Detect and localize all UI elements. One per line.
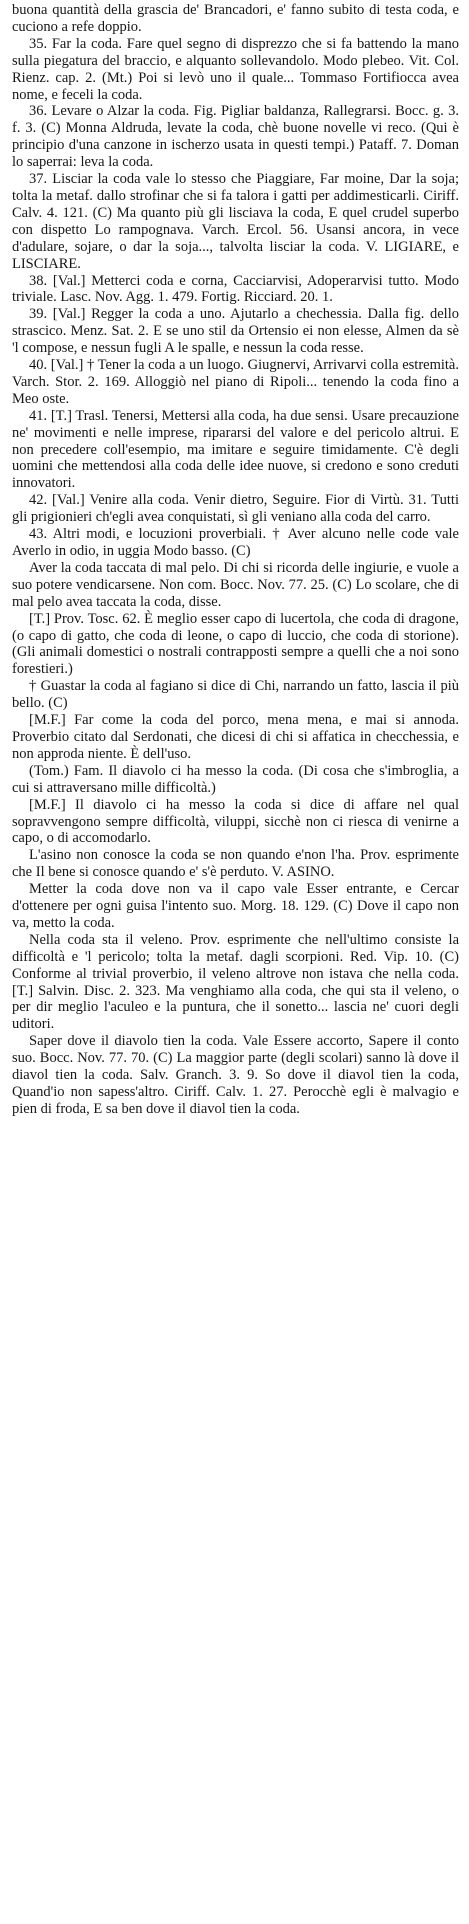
subentry-diavolo-fam (12, 763, 459, 797)
text-segment: 42. [Val.] Venire alla coda. Venir dietro, Seguire. Fior di Virtù. 31. Tutti gli prigionieri ch'egli avea conquistati, sì gli veniano alla coda del carro. (12, 492, 459, 526)
entry-40-tener-la-coda (12, 357, 459, 408)
entry-37-lisciar-la-coda (12, 171, 459, 272)
subentry-coda-taccata (12, 560, 459, 611)
text-segment: Saper dove il diavolo tien la coda. Vale Essere accorto, Sapere il conto suo. Bocc. Nov. 77. 70. (C) La maggior parte (degli scolari) sanno là dove il diavol tien la coda. Salv. Granch. 3. 9. So dove il diavol tien la coda, Quand'io non sapess'altro. Ciriff. Calv. 1. 27. Perocchè egli è malvagio e pien di froda, E sa ben dove il diavol tien la coda. (12, 1033, 459, 1117)
text-segment: [T.] Prov. Tosc. 62. È meglio esser capo di lucertola, che coda di dragone, (o capo di gatto, che coda di leone, o capo di luccio, che coda di storione). (Gli animali domestici o nostrali contrapposti sempre a quelli che a noi sono forestieri.) (12, 610, 459, 678)
entry-43-altri-modi (12, 526, 459, 560)
entry-continuation (12, 2, 459, 36)
text-segment: 35. Far la coda. Fare quel segno di disprezzo che si fa battendo la mano sulla piegatura del braccio, e alquanto sollevandolo. Modo plebeo. Vit. Col. Rienz. cap. 2. (Mt.) Poi si levò uno il quale... Tommaso Fortifiocca avea nome, e feceli la coda. (12, 35, 459, 103)
text-segment: † Guastar la coda al fagiano si dice di Chi, narrando un fatto, lascia il più bello. (C) (12, 678, 459, 712)
text-segment: (Tom.) Fam. Il diavolo ci ha messo la coda. (Di cosa che s'imbroglia, a cui si attraversano mille difficoltà.) (12, 762, 459, 796)
text-segment: buona quantità della grascia de' Brancadori, e' fanno subito di testa coda, e cuciono a refe doppio. (12, 2, 459, 35)
subentry-diavolo-affare (12, 797, 459, 848)
text-segment: Nella coda sta il veleno. Prov. esprimente che nell'ultimo consiste la difficoltà e 'l pericolo; tolta la metaf. dagli scorpioni. Red. Vip. 10. (C) Conforme al trivial proverbio, il veleno altrove non istava che nella coda. [T.] Salvin. Disc. 2. 323. Ma venghiamo alla coda, che qui sta il veleno, o per dir meglio l'aculeo e la puntura, che il sonetto... lascia ne' cuori degli uditori. (12, 931, 459, 1033)
text-segment: [M.F.] Il diavolo ci ha messo la coda si dice di affare nel qual sopravvengono sempre difficoltà, viluppi, sicchè non ci riesca di venirne a capo, o di accomodarlo. (12, 796, 459, 847)
text-segment: 43. Altri modi, e locuzioni proverbiali. † Aver alcuno nelle code vale Averlo in odio, in uggia Modo basso. (C) (12, 526, 459, 559)
subentry-coda-del-porco (12, 712, 459, 763)
text-segment: 40. [Val.] † Tener la coda a un luogo. Giugnervi, Arrivarvi colla estremità. Varch. Stor. 2. 169. Alloggiò nel piano di Ripoli... tenendo la coda fino a Meo oste. (12, 357, 459, 407)
entry-41-mettersi-alla-coda (12, 408, 459, 493)
text-segment: 36. Levare o Alzar la coda. Fig. Pigliar baldanza, Rallegrarsi. Bocc. g. 3. f. 3. (C) Monna Aldruda, levate la coda, chè buone novelle vi reco. (Qui è principio d'una canzone in ischerzo usata in questi tempi.) Pataff. 7. Doman lo saperrai: leva la coda. (12, 103, 459, 171)
entry-38-metterci-coda-e-corna (12, 273, 459, 307)
text-segment: [M.F.] Far come la coda del porco, mena mena, e mai si annoda. Proverbio citato dal Serdonati, che dicesi di chi si affatica in checchessia, e non approda niente. È dell'uso. (12, 712, 459, 762)
entry-39-regger-la-coda (12, 306, 459, 357)
subentry-veleno (12, 932, 459, 1033)
text-segment: 37. Lisciar la coda vale lo stesso che Piaggiare, Far moine, Dar la soja; tolta la metaf. dallo strofinar che si fa talora i gatti per addimesticarli. Ciriff. Calv. 4. 121. (C) Ma quanto più gli lisciava la coda, E quel crudel superbo con dispetto Lo rampognava. Varch. Ercol. 56. Usansi ancora, in vece d'adulare, sojare, o dar la soja..., talvolta lisciar la coda. V. LIGIARE, e LISCIARE. (12, 171, 459, 272)
entry-35-far-la-coda (12, 36, 459, 104)
subentry-asino (12, 847, 459, 881)
subentry-capo-di-lucertola (12, 611, 459, 679)
subentry-guastar-la-coda (12, 678, 459, 712)
entry-42-venire-alla-coda (12, 492, 459, 526)
text-segment: 38. [Val.] Metterci coda e corna, Cacciarvisi, Adoperarvisi tutto. Modo triviale. Lasc. Nov. Agg. 1. 479. Fortig. Ricciard. 20. 1. (12, 272, 459, 306)
subentry-metter-la-coda (12, 881, 459, 932)
text-segment: 39. [Val.] Regger la coda a uno. Ajutarlo a chechessia. Dalla fig. dello strascico. Menz. Sat. 2. E se uno stil da Ortensio ei non elesse, Almen da sè 'l compose, e nessun fugli A le spalle, e nessun la coda resse. (12, 306, 459, 357)
text-segment: L'asino non conosce la coda se non quando e'non l'ha. Prov. esprimente che Il bene si conosce quando e' s'è perduto. V. ASINO. (12, 847, 459, 881)
subentry-saper-dove (12, 1033, 459, 1118)
text-segment: 41. [T.] Trasl. Tenersi, Mettersi alla coda, ha due sensi. Usare precauzione ne' movimenti e nelle imprese, ripararsi del valore e del pericolo altrui. E non precedere coll'esempio, ma imitare e seguire timidamente. C'è degli uomini che mettendosi alla coda delle idee nuove, si credono e sono creduti innovatori. (12, 407, 459, 492)
text-segment: Aver la coda taccata di mal pelo. Di chi si ricorda delle ingiurie, e vuole a suo potere vendicarsene. Non com. Bocc. Nov. 77. 25. (C) Lo scolare, che di mal pelo avea taccata la coda, disse. (12, 559, 459, 610)
text-segment: Metter la coda dove non va il capo vale Esser entrante, e Cercar d'ottenere per ogni guisa l'intento suo. Morg. 18. 129. (C) Dove il capo non va, metto la coda. (12, 881, 459, 931)
entry-36-levare-la-coda (12, 103, 459, 171)
